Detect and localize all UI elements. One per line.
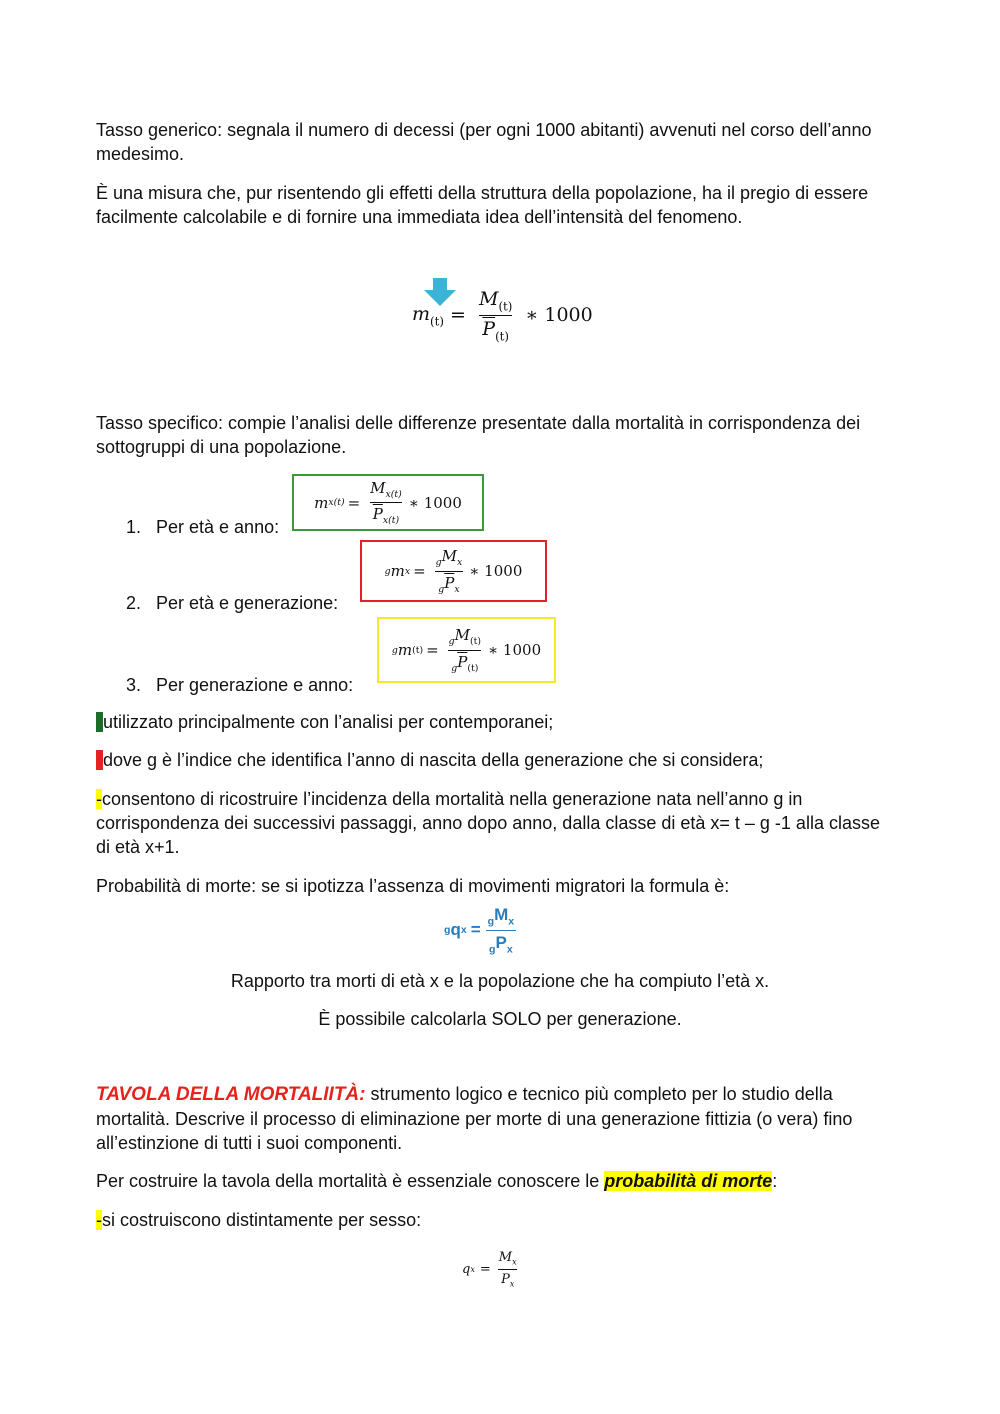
formula-box-green: m x(t) = $\frac{M_{x(t)}}{\overline{P}_{x(t)}}$ ∗ 1000 — [292, 474, 484, 531]
paragraph-tavola: TAVOLA DELLA MORTALIITÀ: strumento logico e tecnico più completo per lo studio della mortalità. Descrive il processo di eliminazione per morte di una generazione fittizia (o vera) fino all’estinzione di tutti i suoi componenti. — [96, 1084, 853, 1153]
paragraph-tasso-generico: Tasso generico: segnala il numero di decessi (per ogni 1000 abitanti) avvenuti nel corso dell’anno medesimo. — [96, 120, 872, 164]
note-yellow: -consentono di ricostruire l’incidenza della mortalità nella generazione nata nell’anno g in corrispondenza dei successivi passaggi, anno dopo anno, dalla classe di età x= t – g -1 alla classe di età x+1. — [96, 789, 880, 857]
formula-box-red: g m x = $\frac{_gM_x}{_g\overline{P}_x}$ ∗ 1000 — [360, 540, 547, 602]
note-sesso: -si costruiscono distintamente per sesso: — [96, 1210, 422, 1230]
paragraph-possibile: È possibile calcolarla SOLO per generazione. — [318, 1009, 682, 1029]
paragraph-rapporto: Rapporto tra morti di età x e la popolazione che ha compiuto l’età x. — [230, 971, 770, 991]
paragraph-probabilita: Probabilità di morte: se si ipotizza l’assenza di movimenti migratori la formula è: — [96, 876, 730, 896]
list-item: 1. Per età e anno: — [126, 517, 280, 537]
note-red: dove g è l’indice che identifica l’anno di nascita della generazione che si considera; — [96, 748, 916, 772]
highlight-probabilita: probabilità di morte — [604, 1171, 773, 1191]
formula-tasso-generico: $m_{(t)}$ = $\frac{M_{(t)}}{\overline{P}_{(t)}}$ ∗ 1000 — [412, 288, 593, 344]
green-marker — [96, 712, 103, 732]
formula-probabilita: g q x = $\frac{_gM_x}{_gP_x}$ — [444, 905, 515, 956]
yellow-marker: - — [96, 789, 102, 809]
paragraph-costruire: Per costruire la tavola della mortalità è essenziale conoscere le probabilità di morte: — [96, 1171, 778, 1191]
note-green: utilizzato principalmente con l’analisi per contemporanei; — [96, 710, 896, 734]
paragraph-tasso-specifico: Tasso specifico: compie l’analisi delle differenze presentate dalla mortalità in corrispondenza dei sottogruppi di una popolazione. — [96, 413, 861, 457]
red-marker — [96, 750, 103, 770]
yellow-marker: - — [96, 1210, 102, 1230]
arrow-down-icon — [422, 278, 458, 313]
list-item: 3. Per generazione e anno: — [126, 675, 354, 695]
paragraph-misura: È una misura che, pur risentendo gli effetti della struttura della popolazione, ha il pregio di essere facilmente calcolabile e di fornire una immediata idea dell’intensità del fenomeno. — [96, 183, 869, 227]
formula-qx: q x = $\frac{M_x}{P_x}$ — [462, 1250, 517, 1289]
formula-box-yellow: g m (t) = $\frac{_gM_{(t)}}{_g\overline{P}_{(t)}}$ ∗ 1000 — [377, 617, 556, 683]
list-item: 2. Per età e generazione: — [126, 593, 339, 613]
section-title: TAVOLA DELLA MORTALIITÀ: — [96, 1084, 366, 1105]
